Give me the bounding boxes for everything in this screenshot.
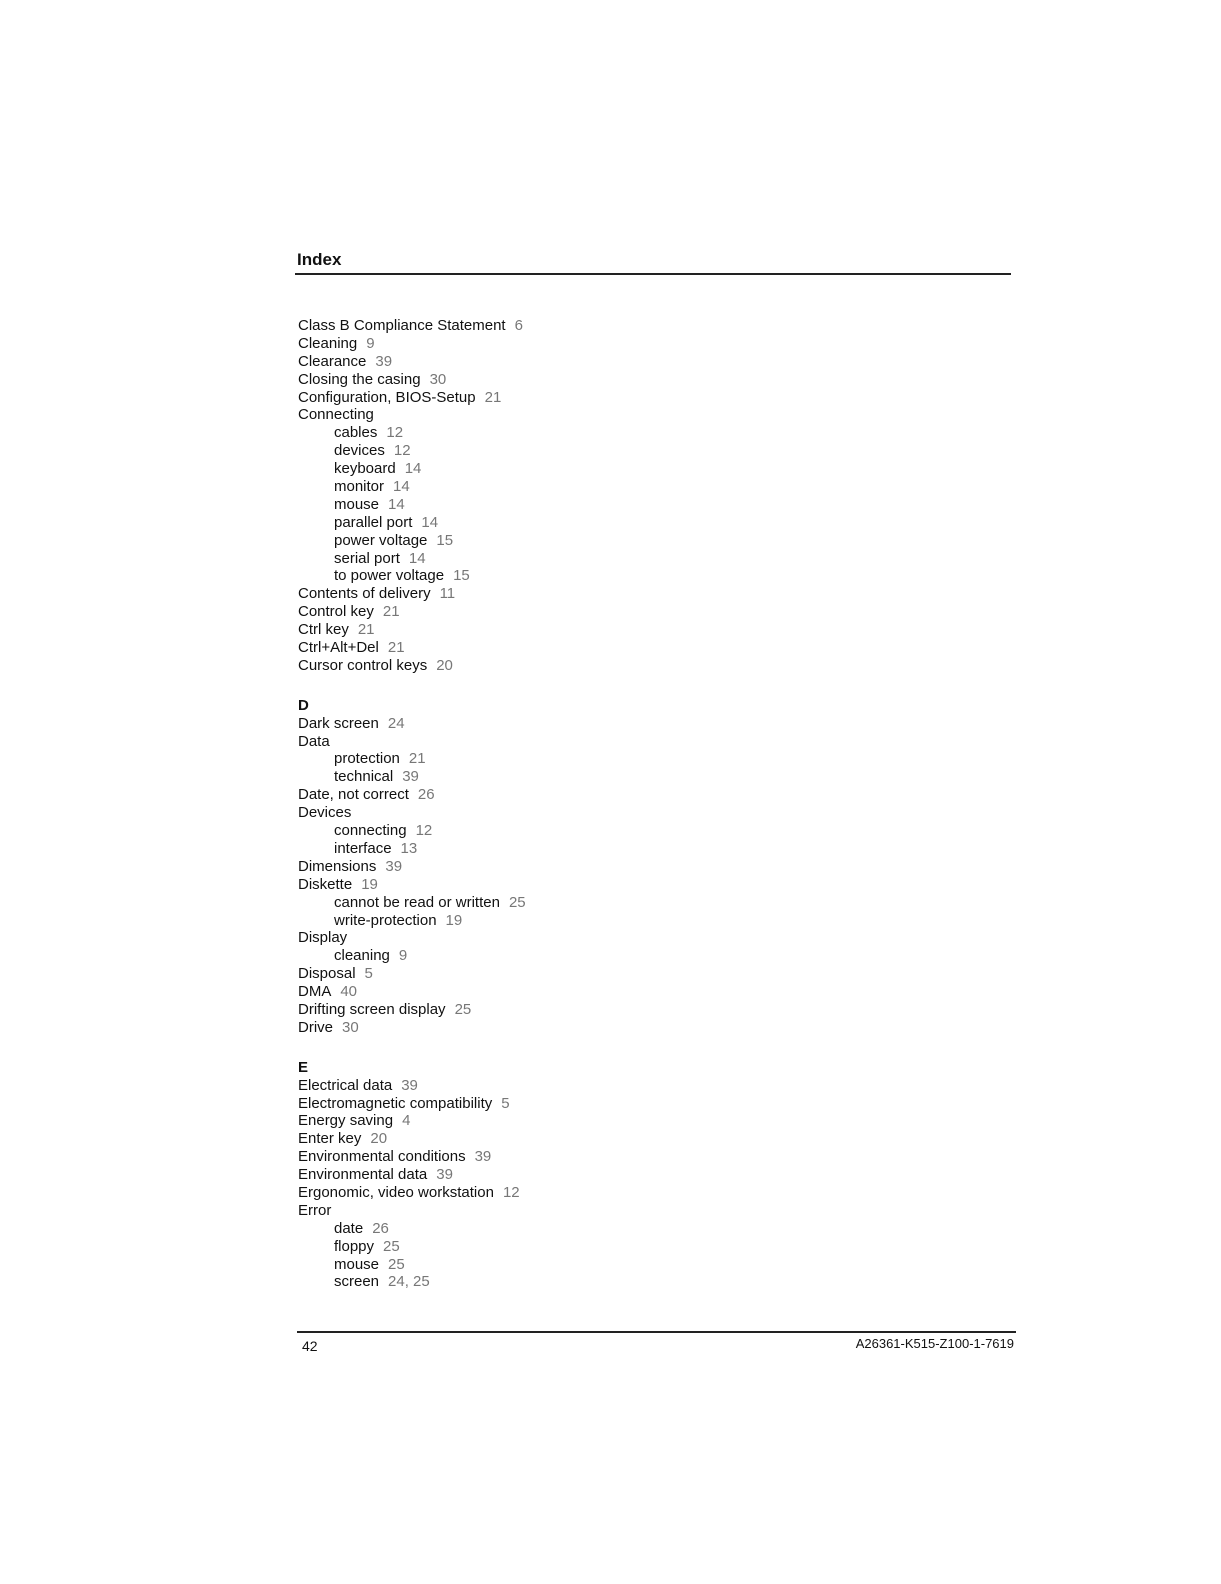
index-page-ref: 15	[436, 531, 454, 549]
index-subentry	[298, 840, 658, 858]
index-page-ref: 5	[501, 1094, 510, 1112]
index-term: mouse	[334, 1255, 380, 1273]
index-entry	[298, 965, 658, 983]
index-page-ref: 14	[393, 478, 410, 496]
index-term: parallel port	[334, 513, 413, 531]
index-term: devices	[334, 442, 385, 460]
section-letter: D	[298, 696, 309, 714]
index-term: Drifting screen display	[298, 1000, 446, 1018]
index-subentry	[298, 912, 658, 930]
index-entry	[298, 1095, 658, 1113]
index-term: Connecting	[298, 406, 374, 424]
index-page-ref: 9	[398, 947, 408, 965]
index-term: Energy saving	[298, 1112, 394, 1130]
index-entry	[298, 858, 658, 876]
index-entry	[298, 1166, 658, 1184]
index-page-ref: 12	[386, 424, 404, 442]
index-entry	[298, 371, 658, 389]
index-term: Data	[298, 732, 330, 750]
index-page-ref: 14	[404, 460, 422, 478]
index-page-ref: 39	[436, 1166, 453, 1184]
index-term: write-protection	[334, 911, 437, 929]
index-term: technical	[334, 768, 394, 786]
index-page-ref: 5	[364, 965, 373, 983]
index-term: Display	[298, 929, 348, 947]
index-entry	[298, 1130, 658, 1148]
index-term: interface	[334, 839, 392, 857]
index-term: cleaning	[334, 947, 390, 965]
index-term: power voltage	[334, 531, 428, 549]
index-page-ref: 39	[385, 857, 403, 875]
index-page-ref: 20	[370, 1130, 388, 1148]
index-page-ref: 12	[415, 822, 433, 840]
index-page-ref: 40	[340, 983, 358, 1001]
index-entry	[298, 1202, 658, 1220]
index-page-ref: 19	[445, 911, 463, 929]
index-page-ref: 19	[361, 875, 378, 893]
index-subentry	[298, 1256, 658, 1274]
index-section	[298, 1059, 658, 1292]
index-term: monitor	[334, 478, 385, 496]
index-page-ref: 25	[508, 893, 526, 911]
index-entry	[298, 1148, 658, 1166]
page-number: 42	[302, 1338, 318, 1354]
index-term: screen	[334, 1273, 380, 1291]
index-entry	[298, 317, 658, 335]
index-page-ref: 25	[388, 1255, 405, 1273]
index-subentry	[298, 550, 658, 568]
index-entry	[298, 1019, 658, 1037]
index-term: Error	[298, 1201, 332, 1219]
index-entry	[298, 804, 658, 822]
index-page-ref: 21	[382, 603, 400, 621]
index-entry	[298, 406, 658, 424]
index-page-ref: 21	[357, 621, 375, 639]
index-term: floppy	[334, 1237, 375, 1255]
index-term: connecting	[334, 822, 407, 840]
index-entry	[298, 657, 658, 675]
index-term: Environmental data	[298, 1166, 428, 1184]
index-entry	[298, 621, 658, 639]
index-term: Control key	[298, 603, 374, 621]
index-term: Enter key	[298, 1130, 362, 1148]
index-page-ref: 39	[474, 1148, 492, 1166]
index-page-ref: 9	[366, 334, 375, 352]
index-term: DMA	[298, 983, 332, 1001]
index-page-ref: 14	[421, 513, 439, 531]
index-subentry	[298, 442, 658, 460]
index-entry	[298, 335, 658, 353]
index-page-ref: 4	[402, 1112, 411, 1130]
index-page-ref: 14	[408, 549, 426, 567]
section-letter: E	[298, 1058, 309, 1076]
index-subentry	[298, 514, 658, 532]
index-page-ref: 12	[502, 1183, 520, 1201]
index-term: Ergonomic, video workstation	[298, 1183, 494, 1201]
index-entry	[298, 733, 658, 751]
index-page-ref: 26	[372, 1219, 389, 1237]
index-term: to power voltage	[334, 567, 445, 585]
index-term: Devices	[298, 804, 352, 822]
index-page-ref: 30	[342, 1018, 359, 1036]
index-page-ref: 24	[387, 714, 405, 732]
index-subentry	[298, 947, 658, 965]
index-entry	[298, 1184, 658, 1202]
index-term: Class B Compliance Statement	[298, 317, 506, 334]
index-term: mouse	[334, 495, 380, 513]
index-entry	[298, 1001, 658, 1019]
index-subentry	[298, 1238, 658, 1256]
index-term: Cursor control keys	[298, 656, 428, 674]
index-term: Ctrl+Alt+Del	[298, 639, 379, 657]
index-entry	[298, 603, 658, 621]
index-term: keyboard	[334, 460, 396, 478]
index-entry	[298, 389, 658, 407]
index-subentry	[298, 768, 658, 786]
index-page-ref: 39	[401, 1076, 418, 1094]
index-term: Drive	[298, 1018, 334, 1036]
index-subentry	[298, 750, 658, 768]
index-page-ref: 30	[429, 370, 447, 388]
index-page-ref: 13	[400, 839, 418, 857]
index-page-ref: 6	[514, 317, 523, 334]
index-term: Electrical data	[298, 1076, 393, 1094]
index-entry	[298, 1077, 658, 1095]
index-page-ref: 24, 25	[388, 1273, 430, 1291]
index-entry	[298, 639, 658, 657]
index-page-ref: 14	[388, 495, 405, 513]
index-subentry	[298, 496, 658, 514]
footer-rule	[297, 1331, 1016, 1333]
index-term: Configuration, BIOS-Setup	[298, 388, 476, 406]
index-page-ref: 25	[454, 1000, 472, 1018]
index-page-ref: 26	[417, 786, 435, 804]
document-code: A26361-K515-Z100-1-7619	[855, 1336, 1014, 1351]
index-term: Electromagnetic compatibility	[298, 1094, 493, 1112]
index-entry	[298, 876, 658, 894]
index-page-ref: 11	[439, 585, 456, 603]
index-term: Cleaning	[298, 334, 358, 352]
index-page-ref: 15	[453, 567, 470, 585]
index-subentry	[298, 424, 658, 442]
index-page-ref: 39	[375, 352, 393, 370]
index-term: protection	[334, 750, 400, 768]
index-entry	[298, 983, 658, 1001]
index-term: cables	[334, 424, 378, 442]
index-entry	[298, 585, 658, 603]
index-page-ref: 12	[393, 442, 411, 460]
index-page-ref: 20	[436, 656, 453, 674]
header-rule	[295, 273, 1011, 275]
index-term: Ctrl key	[298, 621, 349, 639]
index-term: cannot be read or written	[334, 893, 500, 911]
index-term: Contents of delivery	[298, 585, 431, 603]
index-section	[298, 317, 658, 675]
index-term: serial port	[334, 549, 400, 567]
index-term: Diskette	[298, 875, 353, 893]
index-entry	[298, 929, 658, 947]
index-page-ref: 25	[383, 1237, 400, 1255]
index-page-ref: 21	[408, 750, 426, 768]
index-page-ref: 39	[402, 768, 419, 786]
index-term: Closing the casing	[298, 370, 421, 388]
index-page-ref: 21	[484, 388, 502, 406]
index-entry	[298, 786, 658, 804]
index-term: Dimensions	[298, 857, 377, 875]
index-subentry	[298, 822, 658, 840]
index-entry	[298, 353, 658, 371]
index-term: Disposal	[298, 965, 356, 983]
index-subentry	[298, 532, 658, 550]
index-subentry	[298, 1220, 658, 1238]
index-subentry	[298, 1273, 658, 1291]
index-term: Dark screen	[298, 714, 379, 732]
index-entry	[298, 1112, 658, 1130]
index-entry	[298, 715, 658, 733]
index-section	[298, 697, 658, 1037]
index-term: Clearance	[298, 352, 367, 370]
index-term: date	[334, 1219, 364, 1237]
index-subentry	[298, 478, 658, 496]
index-list	[298, 317, 658, 1291]
index-subentry	[298, 460, 658, 478]
index-subentry	[298, 894, 658, 912]
index-term: Date, not correct	[298, 786, 409, 804]
page-title: Index	[297, 250, 342, 269]
index-page-ref: 21	[387, 639, 405, 657]
index-subentry	[298, 567, 658, 585]
index-term: Environmental conditions	[298, 1148, 466, 1166]
